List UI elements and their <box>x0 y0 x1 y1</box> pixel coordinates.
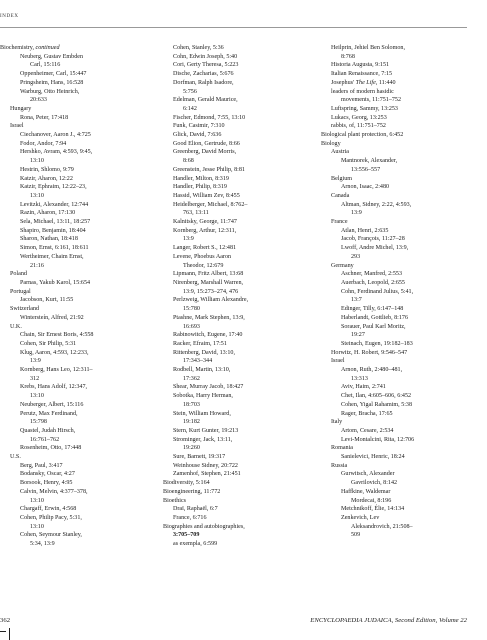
index-entry: 13:10 <box>30 158 44 165</box>
index-entry: 19:182 <box>183 419 200 426</box>
index-entry: Hassid, William Zev, 8:455 <box>173 192 240 199</box>
index-entry: Chain, Sir Ernest Boris, 4:558 <box>20 332 94 339</box>
index-entry: Sure, Barnett, 19:317 <box>173 454 226 461</box>
index-entry: Handler, Milton, 8:319 <box>173 175 229 182</box>
index-entry: Glick, David, 7:636 <box>173 132 222 139</box>
running-head: INDEX <box>0 14 19 19</box>
index-entry: Levitzki, Alexander, 12:744 <box>20 201 89 208</box>
index-entry: Simon, Ernst, 6:161, 18:611 <box>20 245 89 252</box>
index-entry: Stein, William Howard, <box>173 410 231 417</box>
index-entry: 5:34, 13:9 <box>30 541 55 548</box>
index-entry: Rosenheim, Otto, 17:448 <box>20 445 82 452</box>
index-entry: 13:9 <box>30 358 41 365</box>
index-entry: Biological plant protection, 6:452 <box>321 132 404 139</box>
index-entry: Germany <box>331 262 354 269</box>
index-entry: Rodbell, Martin, 13:10, <box>173 367 231 374</box>
index-entry: Langer, Robert S., 12:481 <box>173 245 237 252</box>
index-entry: Sharon, Nathan, 18:418 <box>20 236 78 243</box>
index-entry: Gavrilovich, 8:142 <box>351 480 398 487</box>
index-column-1 <box>0 44 150 549</box>
index-entry: U.S. <box>10 454 21 461</box>
index-entry: Sela, Michael, 13:11, 18:257 <box>20 219 91 226</box>
index-entry: France <box>331 219 348 226</box>
index-entry: Portugal <box>10 288 31 295</box>
index-entry: Calvin, Melvin, 4:377–378, <box>20 488 88 495</box>
index-entry: Katzir, Aharon, 12:22 <box>20 175 73 182</box>
index-entry: Historia Augusta, 9:151 <box>331 62 390 69</box>
index-entry: Cohen, Stanley, 5:36 <box>173 45 224 51</box>
index-entry: Edelman, Gerald Maurice, <box>173 97 238 104</box>
index-entry: Berg, Paul, 3:417 <box>20 462 63 469</box>
publication-title: ENCYCLOPAEDIA JUDAICA, Second Edition, Volume 22 <box>310 617 467 624</box>
index-entry: Chargaff, Erwin, 4:568 <box>20 506 77 513</box>
index-entry: Cohen, Sir Philip, 5:31 <box>20 340 77 347</box>
index-entry: Cohen, Seymour Stanley, <box>20 532 82 539</box>
index-entry: Italy <box>331 419 343 426</box>
index-entry: Horwitz, H. Robert, 9:546–547 <box>331 349 408 356</box>
index-entry: Edinger, Tilly, 6:147–148 <box>341 306 404 313</box>
index-entry: Good Elion, Gertrude, 8:66 <box>173 140 240 147</box>
index-entry: Theodor, 12:679 <box>183 262 224 269</box>
index-entry: Bioengineering, 11:772 <box>163 488 221 495</box>
index-entry: Aleksandrovich, 21:508– <box>351 523 413 530</box>
index-column-3 <box>321 44 471 540</box>
index-entry: rabbis, of, 11:751–752 <box>331 123 386 130</box>
index-entry: Neuberg, Gustav Embden <box>20 53 84 60</box>
index-entry: Neuberger, Albert, 15:116 <box>20 401 84 408</box>
index-entry: Switzerland <box>10 306 40 313</box>
index-entry: Quastel, Judah Hirsch, <box>20 427 76 434</box>
index-entry: Auerbach, Leopold, 2:655 <box>341 279 405 286</box>
index-entry: Dorfman, Ralph Isadore, <box>173 79 234 86</box>
index-entry: Bodansky, Oscar, 4:27 <box>20 471 75 478</box>
index-entry: 18:703 <box>183 401 200 408</box>
index-entry: Biochemistry, continued <box>0 45 60 51</box>
index-entry: leaders of modern hasidic <box>331 88 394 95</box>
index-entry: Kornberg, Hans Leo, 12:311– <box>20 367 93 374</box>
index-entry: Draï, Raphaël, 6:7 <box>173 506 218 513</box>
index-entry: Kornberg, Arthur, 12:311, <box>173 227 237 234</box>
index-entry: Hershko, Avram, 4:593, 9:45, <box>20 149 93 156</box>
index-column-2 <box>163 44 303 549</box>
index-entry: 509 <box>351 532 361 539</box>
index-entry: Italian Renaissance, 7:15 <box>331 71 393 78</box>
index-entry: 16:761–762 <box>30 436 60 443</box>
index-entry: 21:16 <box>30 262 44 269</box>
index-entry: 3:705–709 <box>173 532 200 539</box>
index-entry: 13:10 <box>30 497 44 504</box>
index-entry: Wertheimer, Chaim Ernst, <box>20 253 84 260</box>
index-entry: Mordecai, 8:196 <box>351 497 392 504</box>
index-entry: 15:798 <box>30 419 47 426</box>
index-entry: Biodiversity, 5:164 <box>163 480 210 487</box>
index-entry: Rager, Bracha, 17:65 <box>341 410 393 417</box>
index-entry: Zenkevich, Lev <box>341 514 380 521</box>
index-entry: Klug, Aaron, 4:593, 12:233, <box>20 349 89 356</box>
index-entry: Romania <box>331 445 354 452</box>
index-entry: Parnas, Yakub Karol, 15:654 <box>20 279 91 286</box>
index-entry: Poland <box>10 271 27 278</box>
index-entry: Biology <box>321 140 341 147</box>
index-entry: 13:556–557 <box>351 166 381 173</box>
index-entry: France, 6:716 <box>173 514 207 521</box>
index-entry: as exempla, 6:599 <box>173 541 218 548</box>
index-entry: Belgium <box>331 175 352 182</box>
index-entry: Borsook, Henry, 4:95 <box>20 480 73 487</box>
index-entry: Russia <box>331 462 348 469</box>
index-entry: Arnon, Ruth, 2:480–481, <box>341 367 403 374</box>
index-entry: Perutz, Max Ferdinand, <box>20 410 78 417</box>
index-entry: 8:68 <box>183 158 194 165</box>
index-entry: Biographies and autobiographies, <box>163 523 245 530</box>
index-entry: Austria <box>331 149 349 156</box>
index-entry: Haberlandt, Gottlieb, 8:176 <box>341 314 409 321</box>
index-entry: Sobotka, Harry Herman, <box>173 393 233 400</box>
index-entry: Levene, Phoebus Aaron <box>173 253 232 260</box>
crop-mark-vertical <box>9 628 10 640</box>
index-entry: Cohen, Yigal Rahamim, 5:38 <box>341 401 413 408</box>
index-entry: Fodor, Andor, 7:94 <box>20 140 67 147</box>
index-entry: 293 <box>351 253 361 260</box>
index-entry: Shapiro, Benjamin, 18:404 <box>20 227 86 234</box>
index-entry: Ciechanover, Aaron J., 4:725 <box>20 132 91 139</box>
index-entry: Kalnitsky, George, 11:747 <box>173 219 237 226</box>
index-entry: Canada <box>331 192 350 199</box>
index-entry: Rabinowitch, Eugene, 17:40 <box>173 332 243 339</box>
index-entry: 13:7 <box>351 297 362 304</box>
index-entry: Israel <box>10 123 24 130</box>
index-entry: Haffkine, Waldemar <box>341 488 391 495</box>
header-rule <box>0 27 467 28</box>
index-entry: 13:10 <box>30 192 44 199</box>
index-entry: 16:693 <box>183 323 200 330</box>
index-entry: Lukacs, Georg, 13:253 <box>331 114 387 121</box>
index-entry: 17:343–344 <box>183 358 213 365</box>
index-entry: Sorauer, Paul Karl Moritz, <box>341 323 406 330</box>
index-entry: Aschner, Manfred, 2:553 <box>341 271 403 278</box>
index-entry: Levi-Montalcini, Rita, 12:706 <box>341 436 415 443</box>
index-entry: Rittenberg, David, 13:10, <box>173 349 236 356</box>
index-entry: Perlzweig, William Alexandre, <box>173 297 249 304</box>
crop-mark-horizontal <box>0 631 6 632</box>
index-entry: 312 <box>30 375 40 382</box>
index-entry: Arnon, Isaac, 2:480 <box>341 184 390 191</box>
index-entry: Fischer, Edmond, 7:55, 13:10 <box>173 114 246 121</box>
index-entry: 13:9, 15:273–274, 476 <box>183 288 239 295</box>
index-entry: Bioethics <box>163 497 187 504</box>
index-entry: Mantnorek, Alexander, <box>341 158 398 165</box>
index-entry: Israel <box>331 358 345 365</box>
index-entry: Oppenheimer, Carl, 15:447 <box>20 71 87 78</box>
index-entry: Lwoff, Andre Michel, 13:9, <box>341 245 409 252</box>
index-entry: Dische, Zacharias, 5:676 <box>173 71 234 78</box>
index-entry: Krebs, Hans Adolf, 12:347, <box>20 384 88 391</box>
index-entry: 17:362 <box>183 375 200 382</box>
index-entry: Greenberg, David Morris, <box>173 149 237 156</box>
index-entry: 20:633 <box>30 97 47 104</box>
index-entry: Heidelberger, Michael, 8:762– <box>173 201 248 208</box>
index-entry: Cohn, Ferdinand Julius, 5:41, <box>341 288 414 295</box>
index-entry: 13:9 <box>183 236 194 243</box>
index-entry: Weinhouse Sidney, 20:722 <box>173 462 238 469</box>
index-entry: 13:9 <box>351 210 362 217</box>
index-entry: Greenstein, Jesse Philip, 8:81 <box>173 166 245 173</box>
index-entry: Razin, Aharon, 17:130 <box>20 210 76 217</box>
index-entry: 13:10 <box>30 393 44 400</box>
index-entry: 13:313 <box>351 375 368 382</box>
index-entry: Zamenhof, Stephen, 21:451 <box>173 471 241 478</box>
index-entry: Handler, Philip, 8:319 <box>173 184 227 191</box>
index-entry: 6:142 <box>183 105 197 112</box>
index-entry: U.K. <box>10 323 22 330</box>
index-entry: movements, 11:751–752 <box>341 97 402 104</box>
index-entry: Lipmann, Fritz Albert, 13:68 <box>173 271 244 278</box>
index-entry: Ptashne, Mark Stephen, 13:9, <box>173 314 245 321</box>
index-entry: Stern, Kurt Gunter, 19:213 <box>173 427 239 434</box>
index-entry: 763, 13:11 <box>183 210 209 217</box>
index-entry: 15:780 <box>183 306 200 313</box>
index-entry: Katzir, Ephraim, 12:22–23, <box>20 184 87 191</box>
index-entry: Carl, 15:116 <box>30 62 61 69</box>
index-entry: Luftspring, Sammy, 13:253 <box>331 105 398 112</box>
index-entry: Josephus' The Life, 11:440 <box>331 79 396 86</box>
index-entry: Sanielevici, Henric, 18:24 <box>341 454 405 461</box>
index-entry: Gurwitsch, Alexander <box>341 471 395 478</box>
index-entry: 5:756 <box>183 88 197 95</box>
index-entry: Funk, Casimir, 7:310 <box>173 123 225 130</box>
index-entry: Warburg, Otto Heinrich, <box>20 88 80 95</box>
index-entry: 19:27 <box>351 332 365 339</box>
index-entry: Steinach, Eugen, 19:182–183 <box>341 340 413 347</box>
index-entry: 13:10 <box>30 523 44 530</box>
index-entry: Hestrin, Shlomo, 9:79 <box>20 166 74 173</box>
index-entry: Shear, Murray Jacob, 18:427 <box>173 384 244 391</box>
index-entry: Heilprin, Jehiel Ben Solomon, <box>331 45 405 51</box>
index-entry: Nirenberg, Marshall Warren, <box>173 279 244 286</box>
index-entry: Cohn, Edwin Joseph, 5:40 <box>173 53 238 60</box>
index-entry: Strominger, Jack, 13:11, <box>173 436 233 443</box>
index-entry: Artom, Cesare, 2:534 <box>341 427 394 434</box>
index-entry: Wintersteín, Alfred, 21:92 <box>20 314 84 321</box>
index-entry: Cohen, Philip Pacy, 5:31, <box>20 514 82 521</box>
index-entry: Hungary <box>10 105 32 112</box>
page-number: 362 <box>0 617 11 624</box>
index-entry: Metchnikoff, Élie, 14:134 <box>341 506 405 513</box>
index-entry: Aviv, Haim, 2:741 <box>341 384 386 391</box>
index-entry: Chet, Ilan, 4:605–606, 6:452 <box>341 393 412 400</box>
index-entry: Pringsheim, Hans, 16:528 <box>20 79 84 86</box>
index-entry: Jacobson, Kurt, 11:55 <box>20 297 74 304</box>
index-entry: 19:260 <box>183 445 200 452</box>
index-entry: Racker, Efraim, 17:51 <box>173 340 227 347</box>
index-entry: Rona, Peter, 17:418 <box>20 114 69 121</box>
index-entry: Cori, Gerty Theresa, 5:223 <box>173 62 239 69</box>
index-entry: Atlan, Henri, 2:635 <box>341 227 389 234</box>
index-entry: 8:768 <box>341 53 355 60</box>
index-entry: Altman, Sidney, 2:22, 4:593, <box>341 201 412 208</box>
index-entry: Jacob, François, 11:27–28 <box>341 236 405 243</box>
